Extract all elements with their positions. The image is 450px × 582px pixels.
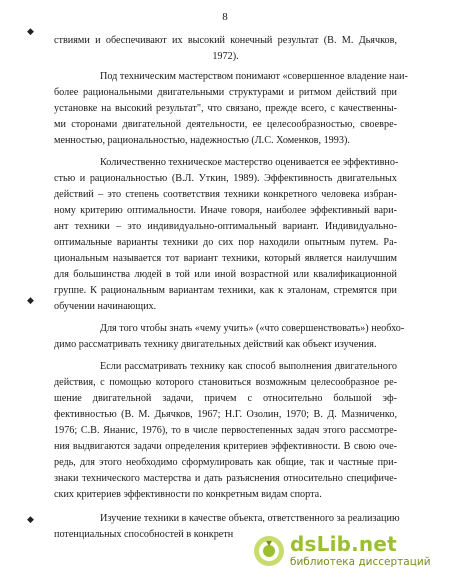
text-line: действий – это степень соответствия техники конкретного человека избран- bbox=[54, 189, 397, 200]
watermark-title: dsLib.net bbox=[290, 532, 397, 556]
watermark bbox=[252, 532, 442, 572]
text-line: группе. К рациональным вариантам техники, как к эталонам, стремятся при bbox=[54, 285, 397, 296]
margin-mark-top: ◆ bbox=[27, 27, 34, 37]
text-line: ния выдвигаются задачи определения критериев эффективности. В свою оче- bbox=[54, 441, 397, 452]
margin-mark-bottom: ◆ bbox=[27, 515, 34, 525]
page-number: 8 bbox=[222, 11, 228, 23]
text-line: Изучение техники в качестве объекта, ответственного за реализацию bbox=[100, 513, 400, 524]
text-line: шение двигательной задачи, причем с относительно большой эф- bbox=[54, 393, 397, 404]
text-line: димо рассматривать технику двигательных действий как объект изучения. bbox=[54, 339, 377, 350]
text-line: 1976; С.В. Янанис, 1976), то в числе первостепенных задач этого рассмотре- bbox=[54, 425, 397, 436]
margin-mark-middle: ◆ bbox=[27, 296, 34, 306]
text-line: установке на высокий результат", что связано, прежде всего, с качественны- bbox=[54, 103, 397, 114]
dslib-logo-icon bbox=[252, 534, 286, 568]
text-line: для большинства людей в той или иной возрастной или квалификационной bbox=[54, 269, 397, 280]
text-line: менностью, рациональностью, надежностью (Л.С. Хоменков, 1993). bbox=[54, 135, 350, 146]
text-line: фективностью (В. М. Дьячков, 1967; Н.Г. Озолин, 1970; В. Д. Мазниченко, bbox=[54, 409, 397, 420]
text-line: Количественно техническое мастерство оценивается ее эффективно- bbox=[100, 157, 399, 168]
text-line: ному критерию оптимальности. Иначе говоря, наиболее эффективный вари- bbox=[54, 205, 397, 216]
text-line: Для того чтобы знать «чему учить» («что совершенствовать») необхо- bbox=[100, 323, 405, 334]
text-line: ствиями и обеспечивают их высокий конечный результат (В. М. Дьячков, bbox=[54, 35, 397, 46]
text-line: ант техники – это индивидуально-оптимальный вариант. Индивидуально- bbox=[54, 221, 397, 232]
text-line: ских критериев эффективности по конкретным видам спорта. bbox=[54, 489, 322, 500]
text-line: редь, для этого необходимо сформулировать как общие, так и частные при- bbox=[54, 457, 397, 468]
text-line: 1972). bbox=[212, 51, 239, 62]
watermark-subtitle: библиотека диссертаций bbox=[290, 556, 431, 568]
text-line: оптимальные варианты техники до сих пор находили опытным путем. Ра- bbox=[54, 237, 397, 248]
text-line: ми сторонами двигательной деятельности, ее целесообразностью, своевре- bbox=[54, 119, 397, 130]
text-line: стью и рациональностью (В.Л. Уткин, 1989). Эффективность двигательных bbox=[54, 173, 397, 184]
text-line: более рациональными двигательными структурами и ритмом действий при bbox=[54, 87, 397, 98]
text-line: обучении начинающих. bbox=[54, 301, 157, 312]
text-line: действия, с помощью которого становиться возможным целесообразное ре- bbox=[54, 377, 397, 388]
text-line: Если рассматривать технику как способ выполнения двигательного bbox=[100, 361, 397, 372]
text-line: циональным называется тот вариант техники, который является наилучшим bbox=[54, 253, 397, 264]
text-line: знаки технического мастерства и дать разъяснения относительно специфиче- bbox=[54, 473, 397, 484]
text-line: Под техническим мастерством понимают «совершенное владение наи- bbox=[100, 71, 408, 82]
text-line: потенциальных способностей в конкретн bbox=[54, 529, 234, 540]
